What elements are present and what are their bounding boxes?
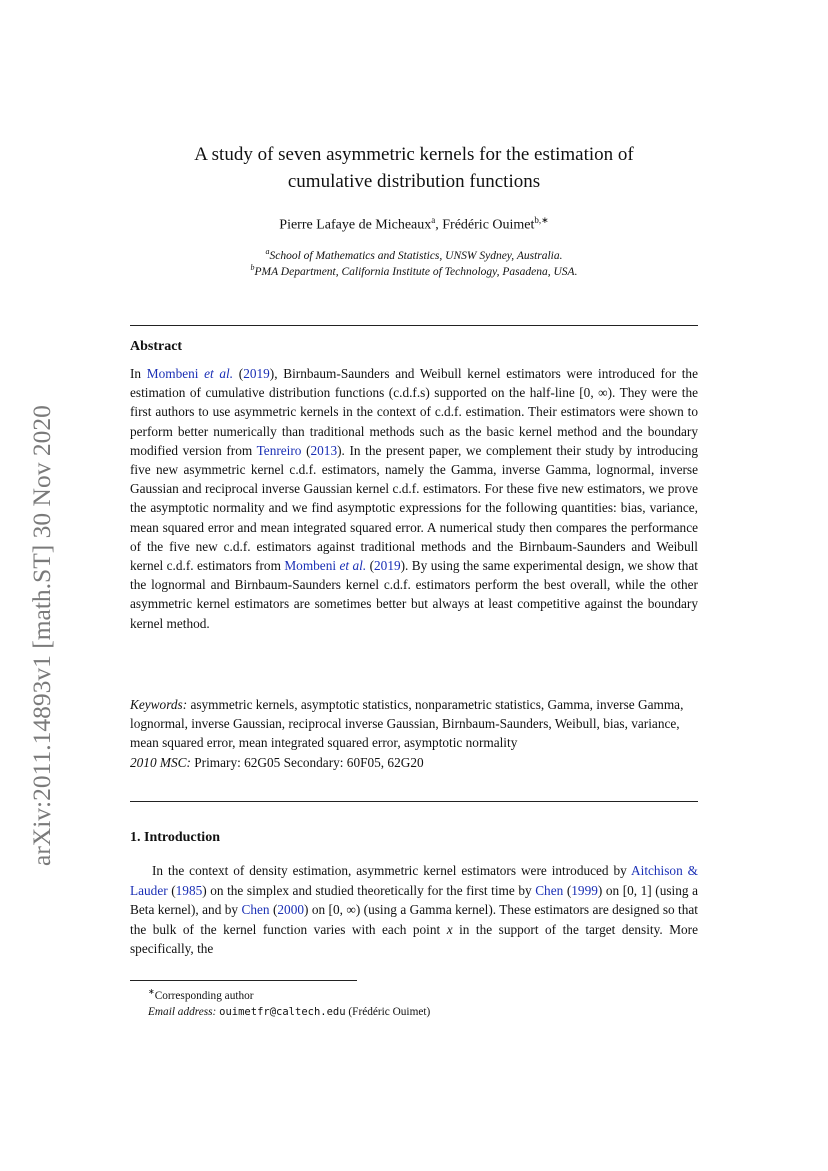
email-owner: (Frédéric Ouimet) xyxy=(345,1005,431,1018)
citation-link[interactable]: Chen xyxy=(535,882,564,898)
title-line-1: A study of seven asymmetric kernels for the estimation of xyxy=(194,144,634,165)
intro-text: ( xyxy=(563,882,572,898)
intro-text: ( xyxy=(167,882,176,898)
author-name: Frédéric Ouimet xyxy=(442,217,535,233)
citation-year-link[interactable]: 2019 xyxy=(243,366,270,381)
intro-text: ) on [0, 1] (using a Beta kernel), and by xyxy=(130,882,698,917)
footnote-corresponding xyxy=(148,984,430,1004)
footnote-email xyxy=(148,1004,430,1020)
citation-year-link[interactable]: 2000 xyxy=(277,902,304,917)
affiliation-mark: b xyxy=(250,263,255,272)
abstract-text: ( xyxy=(301,442,311,458)
citation-year-link[interactable]: 1985 xyxy=(175,882,203,898)
citation-link[interactable]: Aitchison & Lauder xyxy=(130,863,698,898)
abstract-text: ). In the present paper, we complement their study by introducing five new asymmetric kernel c.d.f. estimators, namely the Gamma, inverse Gamma, lognormal, inverse Gaussian and reciprocal inverse Gaussian kernel c.d.f. estimators. For these five new estimators, we prove the asymptotic normality and we find asymptotic expressions for the following quantities: bias, variance, mean squared error and mean integrated squared error. A numerical study then compares the performance of the five new c.d.f. estimators against traditional methods and the Birnbaum-Saunders and Weibull kernel c.d.f. estimators from xyxy=(130,442,698,574)
intro-paragraph xyxy=(130,861,698,959)
msc-text: Primary: 62G05 Secondary: 60F05, 62G20 xyxy=(190,754,424,770)
citation-year-link[interactable]: 1999 xyxy=(571,882,598,898)
intro-text: ) on the simplex and studied theoretically for the first time by xyxy=(202,882,536,898)
author-list xyxy=(130,215,698,234)
keywords-label: Keywords: xyxy=(130,697,188,712)
author-name: Pierre Lafaye de Micheaux xyxy=(279,217,432,233)
math-variable: x xyxy=(446,921,453,937)
arxiv-stamp xyxy=(22,346,62,866)
citation-link[interactable]: Tenreiro xyxy=(256,442,302,458)
footnote xyxy=(148,984,430,1020)
intro-text: In the context of density estimation, asymmetric kernel estimators were introduced by xyxy=(152,863,632,878)
affiliation-text: PMA Department, California Institute of Technology, Pasadena, USA. xyxy=(254,265,578,278)
email-link[interactable]: ouimetfr@caltech.edu xyxy=(219,1005,346,1018)
keywords-block xyxy=(130,695,698,772)
abstract-text: ( xyxy=(233,366,244,381)
citation-etal: et al. xyxy=(204,366,234,381)
abstract-text: ( xyxy=(366,558,375,574)
citation-year-link[interactable]: 2013 xyxy=(310,442,338,458)
citation-link[interactable] xyxy=(284,558,366,573)
affiliation xyxy=(130,263,698,278)
paper-title xyxy=(130,141,698,195)
intro-text: ( xyxy=(269,902,278,917)
footnote-mark: ∗ xyxy=(148,987,155,996)
email-label: Email address: xyxy=(148,1005,217,1018)
footnote-text: Corresponding author xyxy=(154,989,254,1002)
intro-text: in the support of the target density. More specifically, the xyxy=(130,921,699,956)
msc-label: 2010 MSC: xyxy=(130,754,191,770)
arxiv-identifier: arXiv:2011.14893v1 [math.ST] 30 Nov 2020 xyxy=(27,405,56,866)
citation-author: Mombeni xyxy=(146,366,205,381)
citation-year-link[interactable]: 2019 xyxy=(374,558,401,574)
affiliation-mark: b,∗ xyxy=(534,215,549,225)
intro-text: ) on [0, ∞) (using a Gamma kernel). These estimators are designed so that the bulk of the kernel function varies with each point xyxy=(130,902,698,937)
bottom-rule xyxy=(130,801,698,802)
affiliation-text: School of Mathematics and Statistics, UNSW Sydney, Australia. xyxy=(269,249,563,262)
citation-etal: et al. xyxy=(339,558,367,574)
citation-link[interactable]: Chen xyxy=(241,902,270,917)
abstract-heading: Abstract xyxy=(130,339,183,354)
keywords-text: asymmetric kernels, asymptotic statistics, nonparametric statistics, Gamma, inverse Gamma, lognormal, inverse Gaussian, reciprocal inverse Gaussian, Birnbaum-Saunders, Weibull, bias, variance, mean squared error, mean integrated squared error, asymptotic normality xyxy=(130,697,684,751)
affiliation-mark: a xyxy=(265,247,270,256)
affiliation xyxy=(130,247,698,262)
abstract-body xyxy=(130,364,698,633)
citation-author: Mombeni xyxy=(284,558,340,574)
abstract-text: ), Birnbaum-Saunders and Weibull kernel estimators were introduced for the estimation of cumulative distribution functions (c.d.f.s) supported on the half-line [0, ∞). They were the first authors to use asymmetric kernels in the context of c.d.f. estimation. Their estimators were shown to perform better numerically than traditional methods such as the basic kernel method and the boundary modified version from xyxy=(130,366,698,458)
title-line-2: cumulative distribution functions xyxy=(287,171,541,192)
citation-link[interactable] xyxy=(147,366,233,381)
affiliation-mark: a xyxy=(431,215,436,225)
abstract-text: In xyxy=(130,366,147,381)
top-rule xyxy=(130,325,698,326)
abstract-text: ). By using the same experimental design, we show that the lognormal and Birnbaum-Saunders kernel c.d.f. estimators perform the best overall, while the other asymmetric kernel estimators are sometimes better but always at least competitive against the boundary kernel method. xyxy=(130,558,698,631)
section-heading: 1. Introduction xyxy=(130,830,220,845)
footnote-rule xyxy=(130,980,357,981)
author-separator: , xyxy=(435,217,443,233)
